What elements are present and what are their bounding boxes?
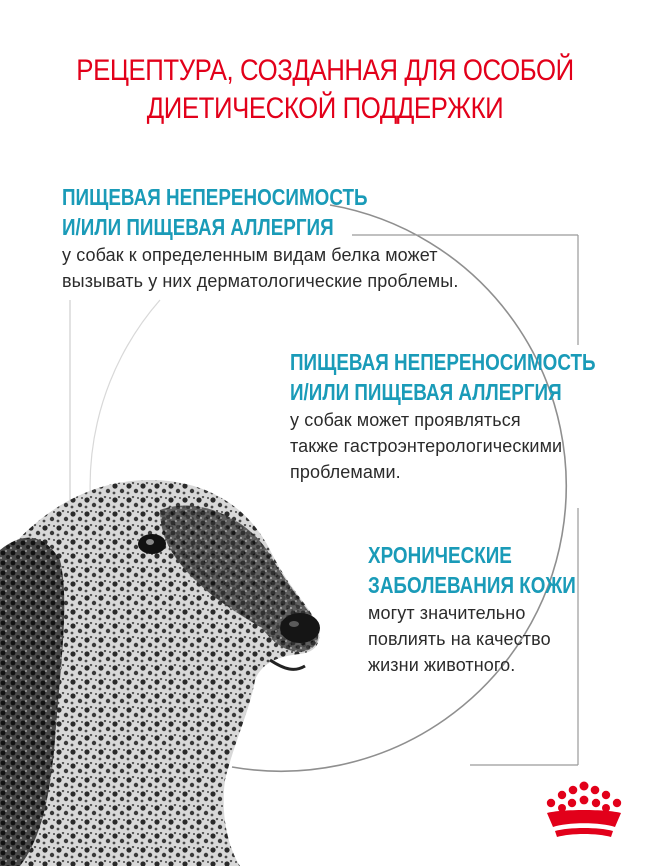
title-line-1: РЕЦЕПТУРА, СОЗДАННАЯ ДЛЯ ОСОБОЙ [76,54,574,87]
info-block-chronic-skin [368,540,621,678]
heading-line-2: И/ИЛИ ПИЩЕВАЯ АЛЛЕРГИЯ [290,379,562,405]
heading-line-1: ПИЩЕВАЯ НЕПЕРЕНОСИМОСТЬ [62,184,368,210]
body-line-1: у собак может проявляться [290,410,521,430]
body-line-2: повлиять на качество [368,629,551,649]
info-heading [62,182,387,242]
heading-line-2: И/ИЛИ ПИЩЕВАЯ АЛЛЕРГИЯ [62,214,334,240]
info-block-food-allergy-skin [62,182,458,294]
heading-line-1: ПИЩЕВАЯ НЕПЕРЕНОСИМОСТЬ [290,349,596,375]
body-line-3: жизни животного. [368,655,516,675]
info-heading [290,347,596,407]
royal-canin-crown-icon [541,781,627,843]
body-line-3: проблемами. [290,462,401,482]
body-line-2: также гастроэнтерологическими [290,436,563,456]
body-line-1: у собак к определенным видам белка может [62,245,438,265]
info-body [368,600,621,678]
info-block-food-allergy-gastro [290,347,650,485]
title-line-2: ДИЕТИЧЕСКОЙ ПОДДЕРЖКИ [146,92,504,125]
info-heading [368,540,576,600]
body-line-2: вызывать у них дерматологические проблемы. [62,271,459,291]
dog-photo [0,440,420,866]
body-line-1: могут значительно [368,603,526,623]
heading-line-1: ХРОНИЧЕСКИЕ [368,542,512,568]
info-body [62,242,458,294]
info-body [290,407,650,485]
heading-line-2: ЗАБОЛЕВАНИЯ КОЖИ [368,572,576,598]
